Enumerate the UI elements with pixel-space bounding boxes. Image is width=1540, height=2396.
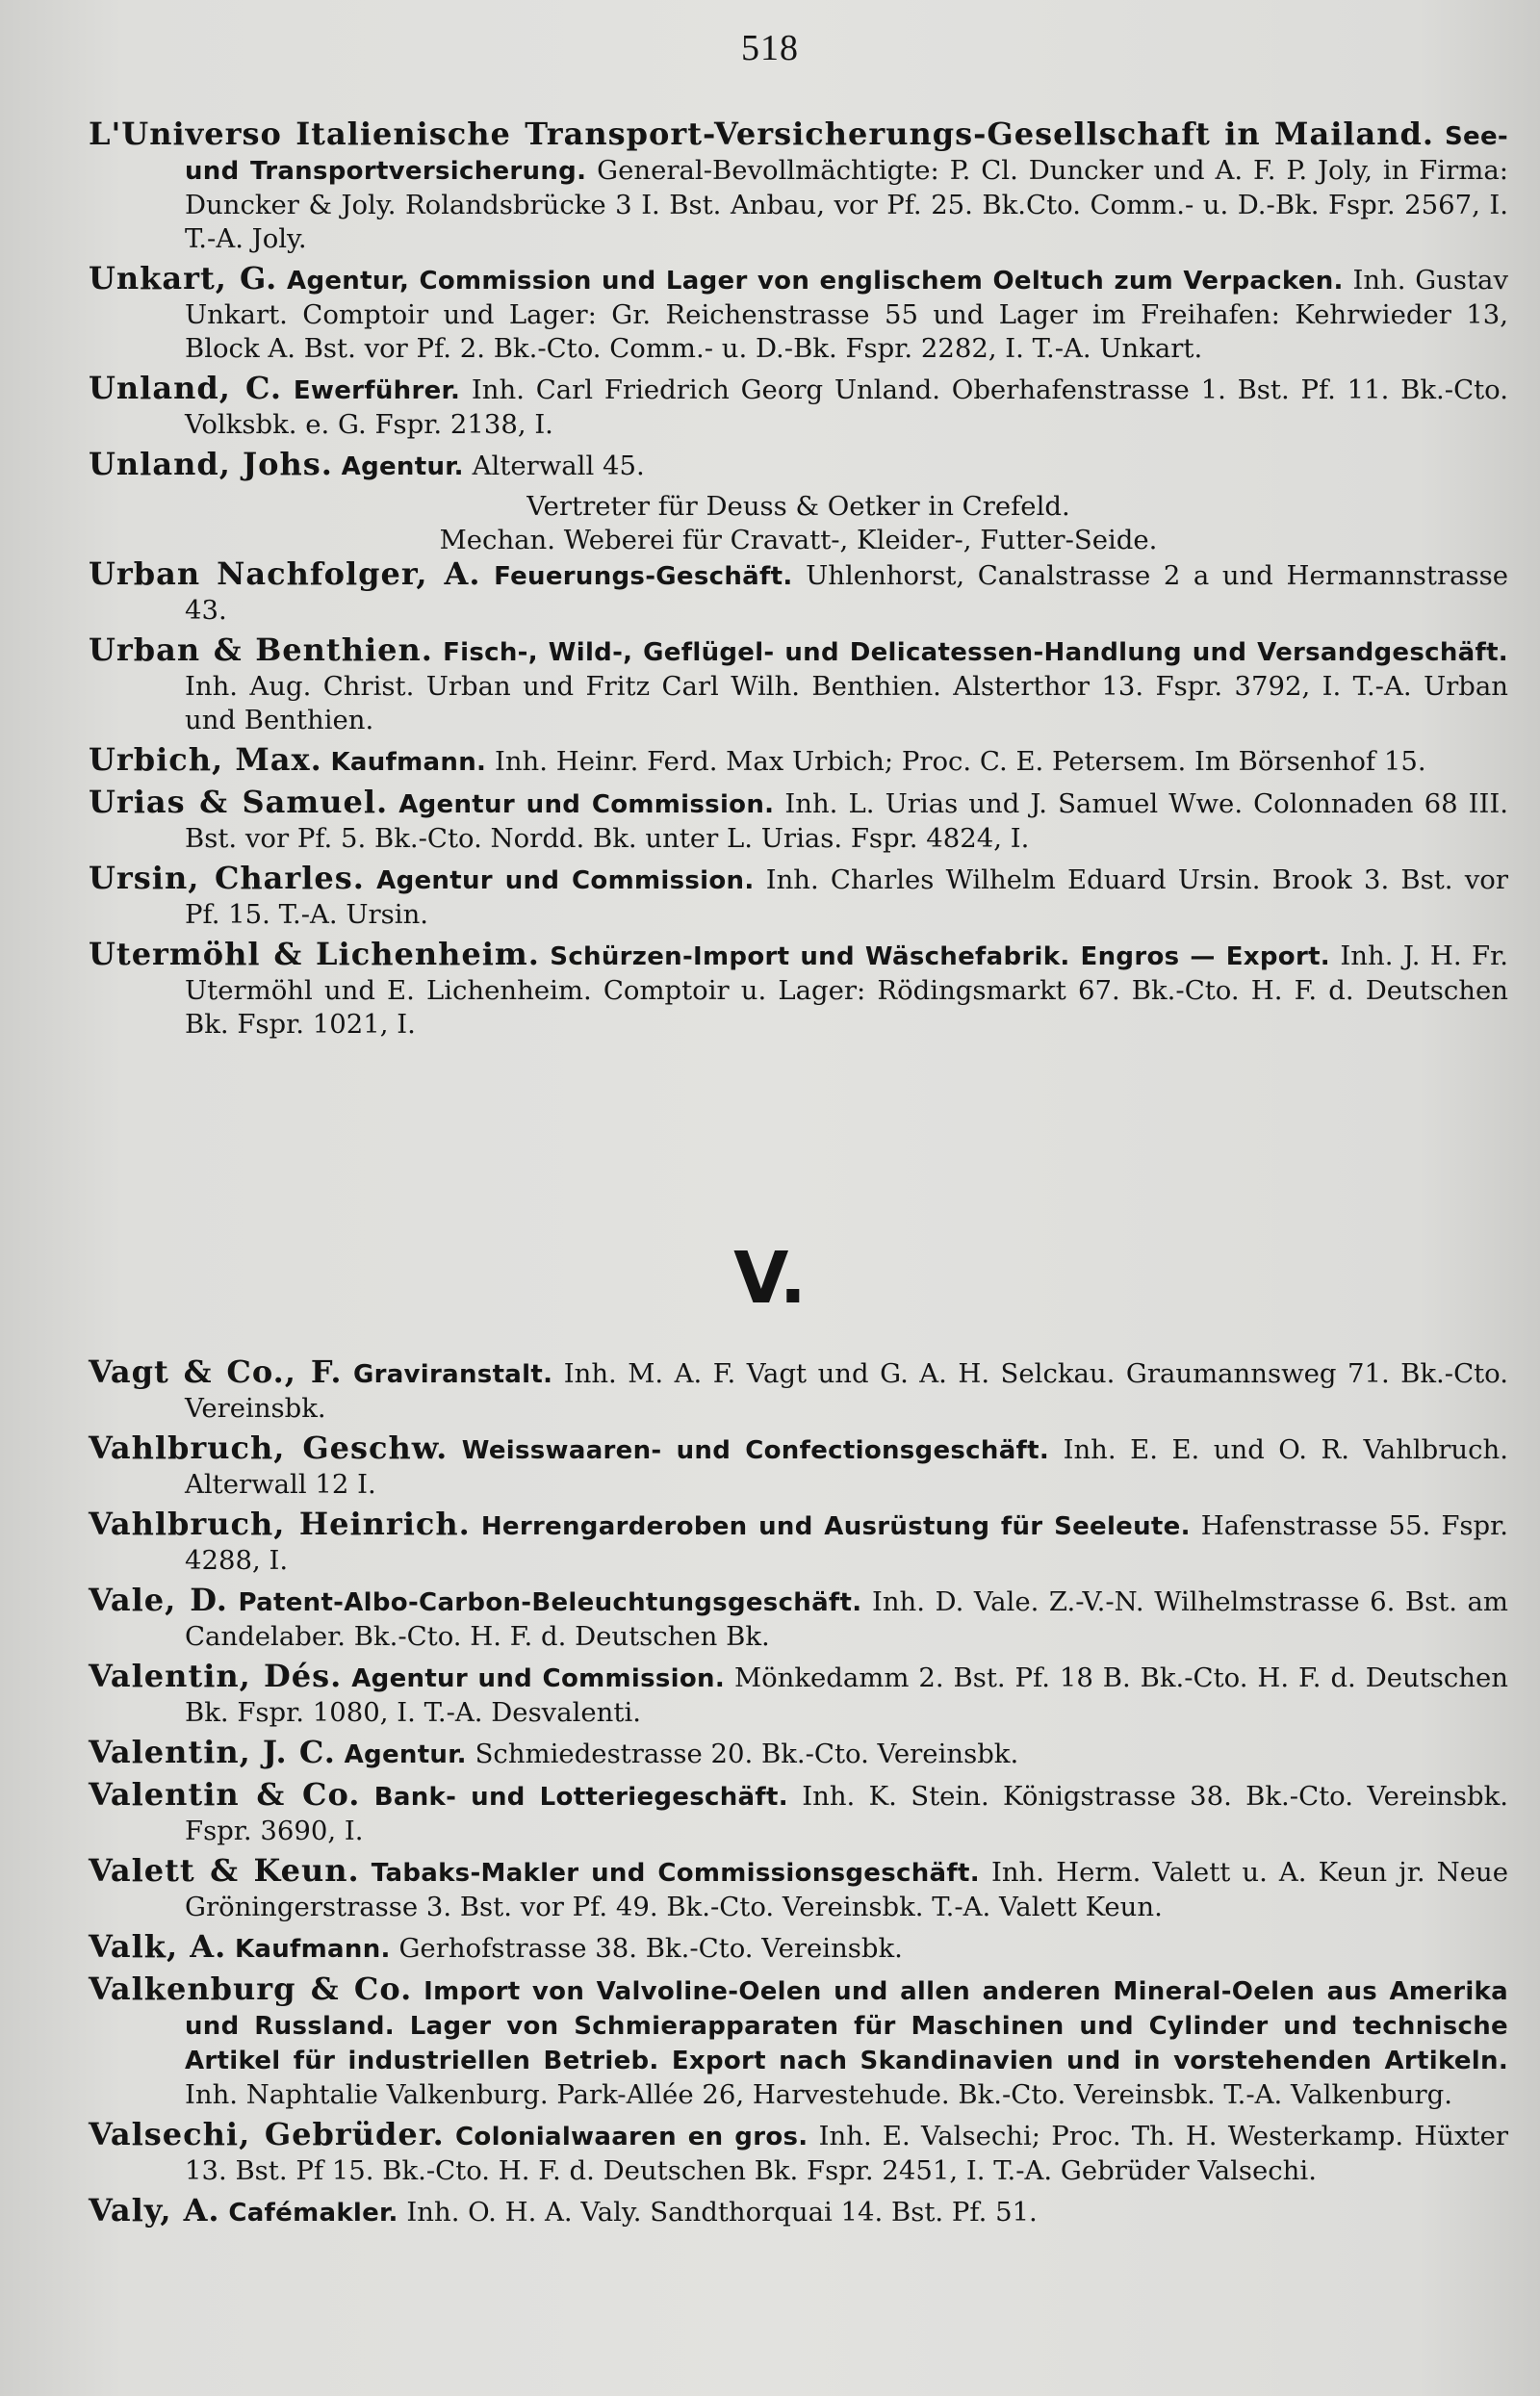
entry-note: Mechan. Weberei für Cravatt-, Kleider-, Futter-Seide. bbox=[439, 525, 1158, 555]
entry-trade: Kaufmann. bbox=[330, 748, 487, 777]
entry-name: Unland, Johs. bbox=[89, 446, 333, 482]
entry-details: Inh. Heinr. Ferd. Max Urbich; Proc. C. E. Petersem. Im Börsenhof 15. bbox=[494, 746, 1426, 777]
entry-trade: Ewerführer. bbox=[293, 376, 461, 405]
entry-details: Inh. M. A. F. Vagt und G. A. H. Selckau. Graumannsweg 71. Bk.-Cto. Vereinsbk. bbox=[185, 1358, 1508, 1424]
directory-entry bbox=[89, 1584, 1508, 1654]
entry-trade: Patent-Albo-Carbon-Beleuchtungsgeschäft. bbox=[238, 1588, 862, 1617]
entry-trade: Agentur und Commission. bbox=[398, 790, 775, 819]
directory-entry bbox=[89, 1736, 1508, 1772]
directory-entry bbox=[89, 786, 1508, 856]
entry-trade: Agentur. bbox=[341, 452, 464, 481]
entry-name: Valsechi, Gebrüder. bbox=[89, 2116, 445, 2152]
entry-details: Inh. D. Vale. Z.-V.-N. Wilhelmstrasse 6. Bst. am Candelaber. Bk.-Cto. H. F. d. Deutschen Bk. bbox=[185, 1586, 1508, 1652]
entry-details: Inh. J. H. Fr. Utermöhl und E. Lichenheim. Comptoir u. Lager: Rödingsmarkt 67. Bk.-Cto. H. F. d. Deutschen Bk. Fspr. 1021, I. bbox=[185, 940, 1508, 1040]
entry-details: Alterwall 45. bbox=[472, 451, 645, 481]
directory-entry bbox=[89, 2118, 1508, 2188]
entry-name: Valkenburg & Co. bbox=[89, 1971, 413, 2007]
directory-entry bbox=[89, 448, 1508, 484]
entry-name: Urban & Benthien. bbox=[89, 631, 433, 668]
entry-name: Urias & Samuel. bbox=[89, 784, 389, 820]
entry-name: Valett & Keun. bbox=[89, 1852, 360, 1889]
entry-name: Urban Nachfolger, A. bbox=[89, 555, 481, 592]
directory-entry bbox=[89, 938, 1508, 1042]
entry-trade: Agentur, Commission und Lager von englischem Oeltuch zum Verpacken. bbox=[287, 267, 1344, 296]
directory-entry bbox=[89, 1854, 1508, 1924]
entry-details: Inh. E. Valsechi; Proc. Th. H. Westerkamp. Hüxter 13. Bst. Pf 15. Bk.-Cto. H. F. d. Deutschen Bk. Fspr. 2451, I. T.-A. Gebrüder Valsechi. bbox=[185, 2121, 1509, 2186]
entry-name: Vahlbruch, Geschw. bbox=[89, 1430, 449, 1466]
entry-name: Valentin & Co. bbox=[89, 1776, 361, 1813]
entry-details: Inh. K. Stein. Königstrasse 38. Bk.-Cto. Vereinsbk. Fspr. 3690, I. bbox=[185, 1781, 1508, 1846]
section-v-entries bbox=[89, 1355, 1508, 2230]
entry-name: Ursin, Charles. bbox=[89, 860, 365, 896]
entry-trade: Agentur und Commission. bbox=[351, 1664, 726, 1693]
entry-name: Unland, C. bbox=[89, 370, 283, 406]
entry-details: Inh. Gustav Unkart. Comptoir und Lager: Gr. Reichenstrasse 55 und Lager im Freihafen: Kehrwieder 13, Block A. Bst. vor Pf. 2. Bk.-Cto. Comm.- u. D.-Bk. Fspr. 2282, I. T.-A. Unkart. bbox=[185, 265, 1508, 364]
entry-trade: Agentur. bbox=[344, 1740, 467, 1769]
entry-details: Gerhofstrasse 38. Bk.-Cto. Vereinsbk. bbox=[398, 1933, 903, 1964]
entry-trade: Colonialwaaren en gros. bbox=[455, 2123, 808, 2151]
entry-name: Unkart, G. bbox=[89, 260, 278, 296]
directory-entry bbox=[89, 262, 1508, 366]
entry-details: Inh. O. H. A. Valy. Sandthorquai 14. Bst. Pf. 51. bbox=[406, 2197, 1038, 2228]
entry-details: Mönkedamm 2. Bst. Pf. 18 B. Bk.-Cto. H. F. d. Deutschen Bk. Fspr. 1080, I. T.-A. Desvalenti. bbox=[185, 1662, 1508, 1728]
directory-entry bbox=[89, 743, 1508, 780]
entry-details: Inh. L. Urias und J. Samuel Wwe. Colonnaden 68 III. Bst. vor Pf. 5. Bk.-Cto. Nordd. Bk. unter L. Urias. Fspr. 4824, I. bbox=[185, 788, 1508, 854]
entry-name: Urbich, Max. bbox=[89, 741, 322, 778]
entry-details: Inh. E. E. und O. R. Vahlbruch. Alterwall 12 I. bbox=[185, 1434, 1508, 1500]
directory-entry bbox=[89, 1355, 1508, 1426]
page-number: 518 bbox=[741, 28, 799, 68]
directory-entry bbox=[89, 117, 1508, 256]
directory-entry bbox=[89, 1972, 1508, 2112]
directory-entry bbox=[89, 2194, 1508, 2230]
entry-name: Valy, A. bbox=[89, 2192, 220, 2229]
entry-note: Vertreter für Deuss & Oetker in Crefeld. bbox=[526, 491, 1070, 522]
entry-details: Inh. Carl Friedrich Georg Unland. Oberhafenstrasse 1. Bst. Pf. 11. Bk.-Cto. Volksbk. e. G. Fspr. 2138, I. bbox=[185, 374, 1508, 440]
entry-trade: Tabaks-Makler und Commissionsgeschäft. bbox=[371, 1859, 980, 1888]
entry-trade: Schürzen-Import und Wäschefabrik. Engros — Export. bbox=[550, 942, 1330, 971]
entry-trade: Graviranstalt. bbox=[352, 1360, 553, 1389]
section-heading: V. bbox=[733, 1237, 807, 1320]
entry-name: Valentin, Dés. bbox=[89, 1658, 343, 1694]
directory-entry bbox=[89, 557, 1508, 628]
entry-details: Inh. Aug. Christ. Urban und Fritz Carl Wilh. Benthien. Alsterthor 13. Fspr. 3792, I. T.-A. Urban und Benthien. bbox=[185, 671, 1508, 735]
entry-trade: See- und Transportversicherung. bbox=[185, 122, 1508, 186]
directory-entry bbox=[89, 1930, 1508, 1967]
directory-entry bbox=[89, 1660, 1508, 1730]
entry-details: General-Bevollmächtigte: P. Cl. Duncker und A. F. P. Joly, in Firma: Duncker & Joly. Rolandsbrücke 3 I. Bst. Anbau, vor Pf. 25. Bk.Cto. Comm.- u. D.-Bk. Fspr. 2567, I. T.-A. Joly. bbox=[185, 155, 1508, 254]
entry-trade: Agentur und Commission. bbox=[376, 866, 755, 895]
entry-name: Vagt & Co., F. bbox=[89, 1353, 343, 1390]
entry-trade: Weisswaaren- und Confectionsgeschäft. bbox=[461, 1436, 1050, 1465]
entry-trade: Herrengarderoben und Ausrüstung für Seeleute. bbox=[480, 1512, 1191, 1541]
entry-name: L'Universo Italienische Transport-Versicherungs-Gesellschaft in Mailand. bbox=[89, 116, 1435, 152]
directory-entry bbox=[89, 1431, 1508, 1502]
entry-trade: Cafémakler. bbox=[228, 2199, 398, 2228]
directory-entry bbox=[89, 372, 1508, 442]
entry-name: Vale, D. bbox=[89, 1582, 228, 1618]
entry-name: Valk, A. bbox=[89, 1928, 227, 1965]
entry-details: Inh. Charles Wilhelm Eduard Ursin. Brook 3. Bst. vor Pf. 15. T.-A. Ursin. bbox=[185, 864, 1508, 930]
entry-trade: Feuerungs-Geschäft. bbox=[494, 562, 793, 591]
section-u-entries bbox=[89, 117, 1508, 1042]
entry-name: Valentin, J. C. bbox=[89, 1734, 336, 1770]
directory-entry bbox=[89, 1507, 1508, 1578]
entry-trade: Import von Valvoline-Oelen und allen anderen Mineral-Oelen aus Amerika und Russland. Lager von Schmierapparaten für Maschinen und Cylinder und technische Artikel für industriellen Betrieb. Export nach Skandinavien und in vorstehenden Artikeln. bbox=[185, 1977, 1508, 2075]
entry-trade: Fisch-, Wild-, Geflügel- und Delicatessen-Handlung und Versandgeschäft. bbox=[443, 638, 1508, 667]
entry-details: Uhlenhorst, Canalstrasse 2 a und Hermannstrasse 43. bbox=[185, 560, 1508, 626]
directory-entry bbox=[89, 633, 1508, 737]
entry-name: Utermöhl & Lichenheim. bbox=[89, 936, 540, 972]
entry-name: Vahlbruch, Heinrich. bbox=[89, 1506, 471, 1542]
entry-details: Hafenstrasse 55. Fspr. 4288, I. bbox=[185, 1510, 1508, 1576]
directory-entry bbox=[89, 862, 1508, 932]
entry-details: Schmiedestrasse 20. Bk.-Cto. Vereinsbk. bbox=[475, 1739, 1019, 1769]
entry-details: Inh. Naphtalie Valkenburg. Park-Allée 26, Harvestehude. Bk.-Cto. Vereinsbk. T.-A. Valkenburg. bbox=[185, 2079, 1452, 2110]
entry-trade: Bank- und Lotteriegeschäft. bbox=[373, 1783, 788, 1812]
directory-entry bbox=[89, 1778, 1508, 1848]
entry-details: Inh. Herm. Valett u. A. Keun jr. Neue Gröningerstrasse 3. Bst. vor Pf. 49. Bk.-Cto. Vereinsbk. T.-A. Valett Keun. bbox=[185, 1857, 1508, 1922]
entry-trade: Kaufmann. bbox=[234, 1935, 391, 1964]
